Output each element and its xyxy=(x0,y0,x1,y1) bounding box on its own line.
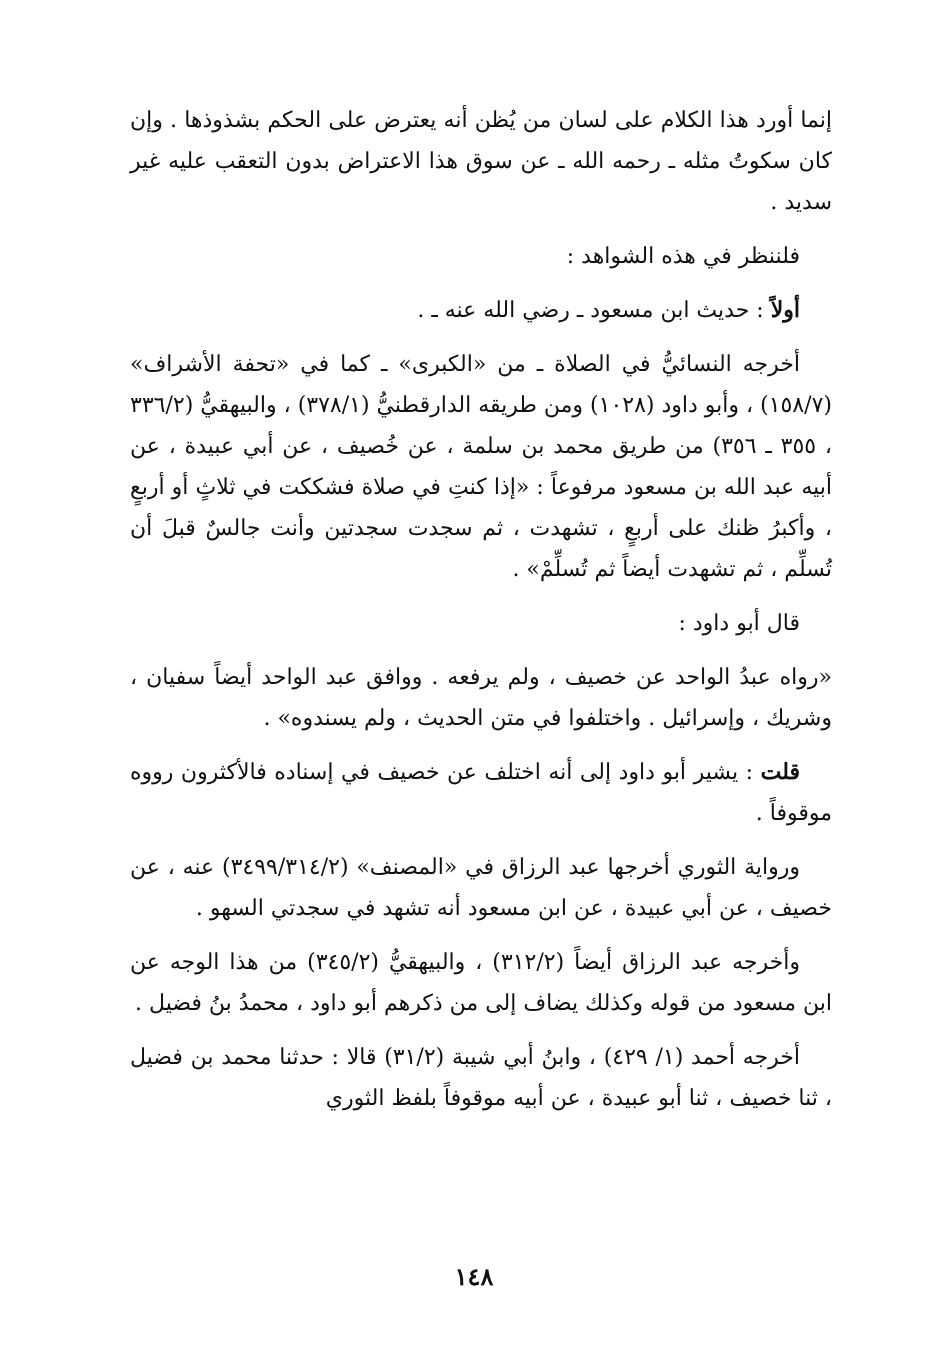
paragraph-lead: قلت xyxy=(760,759,800,785)
paragraph: قال أبو داود : xyxy=(678,611,800,636)
paragraph: إنما أورد هذا الكلام على لسان من يُظن أنه يعترض على الحكم بشذوذها . وإن كان سكوتُ مثله ـ رحمه الله ـ عن سوق هذا الاعتراض بدون التعقب عليه غير سديد . xyxy=(130,108,832,215)
paragraph: وأخرجه عبد الرزاق أيضاً (٣١٢/٢) ، والبيهقيُّ (٣٤٥/٢) من هذا الوجه عن ابن مسعود من قوله وكذلك يضاف إلى من ذكرهم أبو داود ، محمدُ بنُ فضيل . xyxy=(130,950,832,1016)
paragraph: فلننظر في هذه الشواهد : xyxy=(566,244,800,269)
paragraph: أولاً : حديث ابن مسعود ـ رضي الله عنه ـ . xyxy=(417,297,800,323)
paragraph: قلت : يشير أبو داود إلى أنه اختلف عن خصيف في إسناده فالأكثرون رووه موقوفاً . xyxy=(130,759,832,826)
paragraph: أخرجه أحمد (١/ ٤٢٩) ، وابنُ أبي شيبة (٣١/٢) قالا : حدثنا محمد بن فضيل ، ثنا خصيف ، ثنا أبو عبيدة ، عن أبيه موقوفاً بلفظ الثوري xyxy=(130,1045,832,1111)
paragraph: أخرجه النسائيُّ في الصلاة ـ من «الكبرى» ـ كما في «تحفة الأشراف» (١٥٨/٧) ، وأبو داود (١٠٢٨) ومن طريقه الدارقطنيُّ (٣٧٨/١) ، والبيهقيُّ (٣٣٦/٢ ، ٣٥٥ ـ ٣٥٦) من طريق محمد بن سلمة ، عن خُصيف ، عن أبي عبيدة ، عن أبيه عبد الله بن مسعود مرفوعاً : «إذا كنتِ في صلاة فشككت في ثلاثٍ أو أربعٍ ، وأكبرُ ظنك على أربعٍ ، تشهدت ، ثم سجدت سجدتين وأنت جالسٌ قبلَ أن تُسلِّم ، ثم تشهدت أيضاً ثم تُسلِّمْ» . xyxy=(130,352,833,582)
quote-paragraph: «رواه عبدُ الواحد عن خصيف ، ولم يرفعه . ووافق عبد الواحد أيضاً سفيان ، وشريك ، وإسرائيل . واختلفوا في متن الحديث ، ولم يسندوه» . xyxy=(130,665,832,731)
paragraph: ورواية الثوري أخرجها عبد الرزاق في «المصنف» (٣٤٩٩/٣١٤/٢) عنه ، عن خصيف ، عن أبي عبيدة ، عن ابن مسعود أنه تشهد في سجدتي السهو . xyxy=(130,855,832,921)
page-number: ١٤٨ xyxy=(454,1262,494,1291)
paragraph-lead: أولاً xyxy=(770,297,800,323)
page-body xyxy=(130,100,832,1119)
